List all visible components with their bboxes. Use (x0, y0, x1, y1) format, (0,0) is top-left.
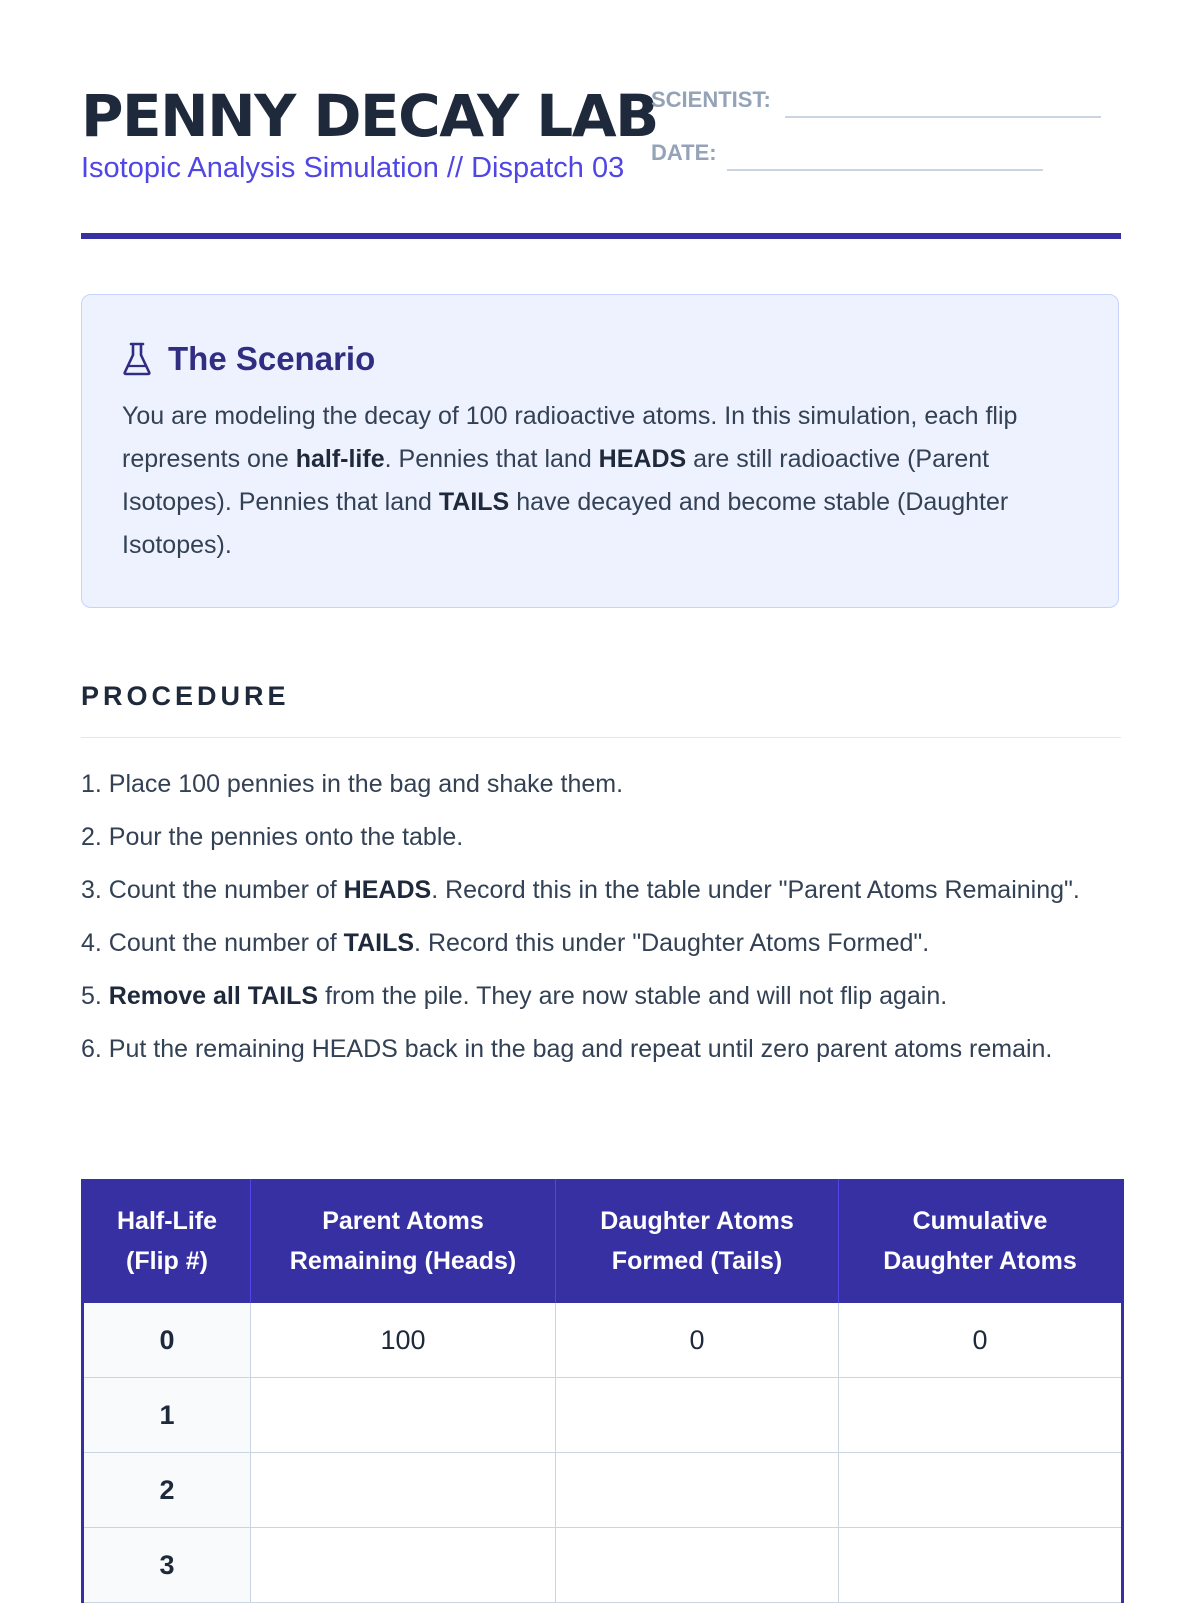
text-segment: 4. Count the number of (81, 929, 344, 957)
scenario-box (81, 294, 1119, 608)
column-header (839, 1179, 1123, 1303)
data-cell: 100 (251, 1303, 556, 1378)
header (81, 80, 1121, 190)
text-segment: . Record this under "Daughter Atoms Formed". (414, 929, 930, 957)
data-cell[interactable] (839, 1453, 1123, 1528)
column-header-line: Cumulative (912, 1207, 1048, 1235)
column-header (251, 1179, 556, 1303)
data-cell[interactable] (251, 1528, 556, 1603)
table-row (83, 1378, 1123, 1453)
text-segment: are still radioactive (Parent Isotopes). Pennies that land (122, 445, 990, 516)
half-life-cell: 1 (83, 1378, 251, 1453)
page-title: PENNY DECAY LAB (81, 82, 658, 150)
text-segment: You are modeling the decay of 100 radioactive atoms. In this simulation, each flip represents one (122, 402, 1018, 473)
emphasis-text: HEADS (343, 876, 432, 904)
data-cell[interactable] (556, 1378, 839, 1453)
procedure-step (81, 1029, 1121, 1069)
text-segment: . Pennies that land (384, 445, 599, 473)
table-row (83, 1453, 1123, 1528)
emphasis-text: HEADS (598, 445, 687, 473)
text-segment: . Record this in the table under "Parent Atoms Remaining". (431, 876, 1080, 904)
text-segment: 2. Pour the pennies onto the table. (81, 823, 464, 851)
emphasis-text: Remove all TAILS (108, 982, 319, 1010)
column-header-line: Formed (Tails) (611, 1247, 783, 1275)
text-segment: 5. (81, 982, 109, 1010)
scenario-header (122, 339, 375, 379)
procedure-step (81, 870, 1121, 910)
procedure-divider (81, 737, 1121, 738)
column-header (83, 1179, 251, 1303)
column-header (556, 1179, 839, 1303)
data-cell[interactable] (556, 1453, 839, 1528)
text-segment: 3. Count the number of (81, 876, 344, 904)
procedure-step (81, 764, 1121, 804)
table-row (83, 1303, 1123, 1378)
data-cell[interactable] (556, 1528, 839, 1603)
column-header-line: Half-Life (117, 1207, 217, 1235)
column-header-line: Daughter Atoms (883, 1247, 1077, 1275)
procedure-step (81, 923, 1121, 963)
table-row (83, 1528, 1123, 1603)
half-life-cell: 3 (83, 1528, 251, 1603)
emphasis-text: TAILS (343, 929, 415, 957)
emphasis-text: half-life (295, 445, 385, 473)
scenario-text (122, 395, 1082, 567)
procedure-heading: PROCEDURE (81, 681, 290, 711)
text-segment: 6. Put the remaining HEADS back in the bag and repeat until zero parent atoms remain. (81, 1035, 1053, 1063)
data-cell[interactable] (251, 1453, 556, 1528)
header-divider (81, 233, 1121, 239)
column-header-line: Parent Atoms (322, 1207, 484, 1235)
data-cell: 0 (556, 1303, 839, 1378)
column-header-line: (Flip #) (126, 1247, 208, 1275)
procedure-step (81, 817, 1121, 857)
data-cell[interactable] (839, 1378, 1123, 1453)
text-segment: have decayed and become stable (Daughter Isotopes). (122, 488, 1009, 559)
date-label: DATE: (651, 140, 717, 165)
scientist-label: SCIENTIST: (651, 87, 771, 112)
flask-icon (122, 342, 152, 376)
text-segment: 1. Place 100 pennies in the bag and shake them. (81, 770, 624, 798)
data-cell: 0 (839, 1303, 1123, 1378)
data-cell[interactable] (839, 1528, 1123, 1603)
procedure-step (81, 976, 1121, 1016)
column-header-line: Remaining (Heads) (289, 1247, 517, 1275)
scenario-title: The Scenario (168, 340, 376, 377)
table-body (83, 1303, 1123, 1603)
data-cell[interactable] (251, 1378, 556, 1453)
column-header-line: Daughter Atoms (600, 1207, 794, 1235)
text-segment: from the pile. They are now stable and will not flip again. (318, 982, 948, 1010)
scientist-field[interactable] (785, 116, 1101, 118)
decay-data-table (81, 1179, 1124, 1603)
half-life-cell: 2 (83, 1453, 251, 1528)
date-field[interactable] (727, 169, 1043, 171)
table-header-row (83, 1179, 1123, 1303)
half-life-cell: 0 (83, 1303, 251, 1378)
procedure-steps (81, 764, 1121, 1082)
emphasis-text: TAILS (438, 488, 510, 516)
page-subtitle: Isotopic Analysis Simulation // Dispatch 03 (81, 152, 625, 184)
